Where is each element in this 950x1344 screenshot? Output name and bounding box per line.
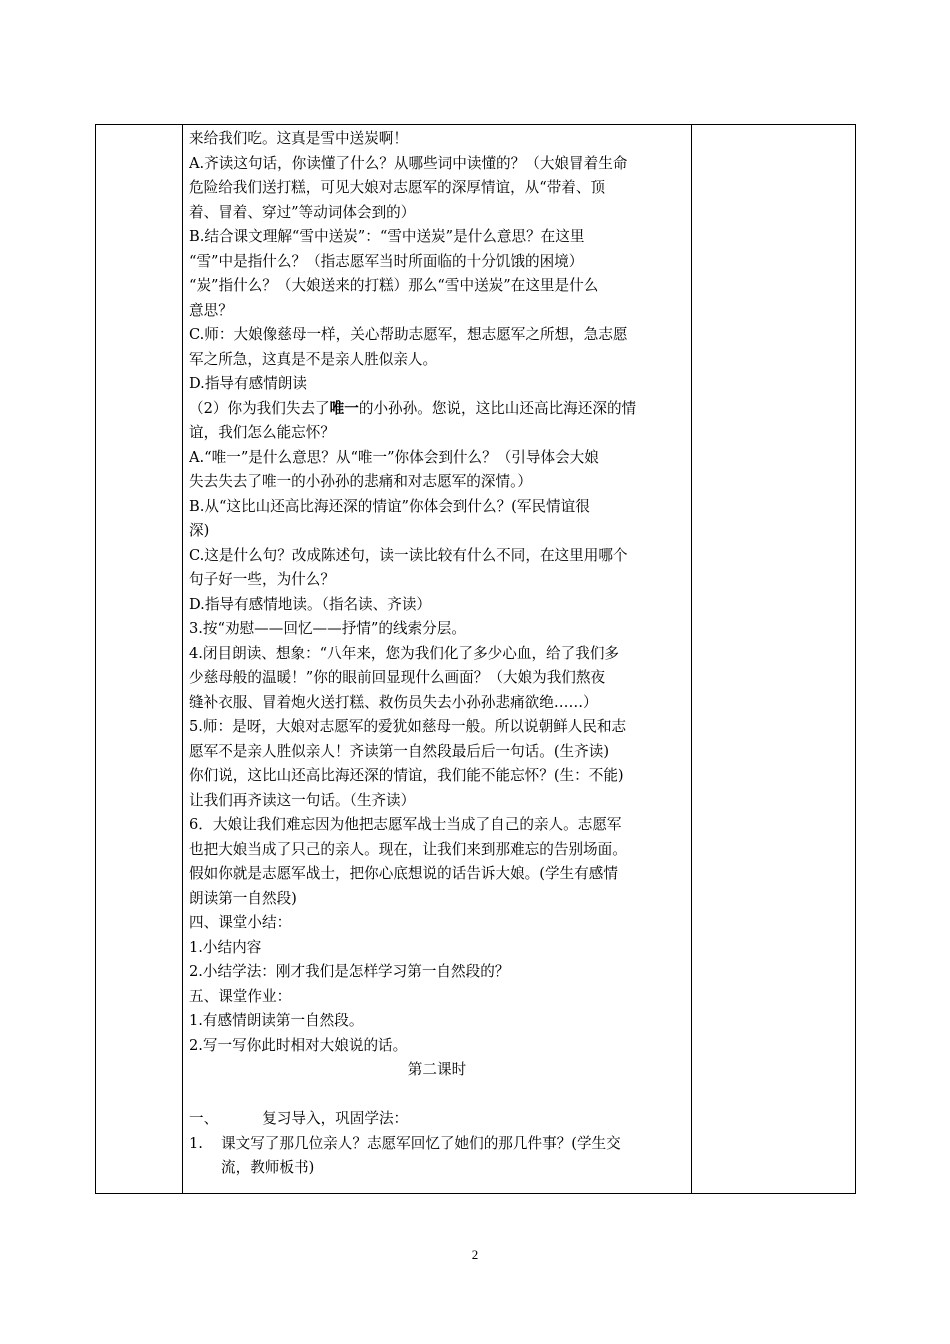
- text-line: 4.闭目朗读、想象：“八年来，您为我们化了多少心血，给了我们多: [189, 644, 620, 662]
- item-number: 1.: [189, 1134, 203, 1152]
- blank-line: [189, 1083, 685, 1108]
- text-segment: （2）你为我们失去了: [189, 399, 330, 417]
- text-line: 句子好一些，为什么？: [189, 571, 335, 588]
- text-line: 让我们再齐读这一句话。（生齐读）: [189, 791, 416, 809]
- text-line: 愿军不是亲人胜似亲人！齐读第一自然段最后后一句话。(生齐读): [189, 742, 610, 760]
- text-line: 也把大娘当成了只己的亲人。现在，让我们来到那难忘的告别场面。: [189, 840, 627, 858]
- text-line: 着、冒着、穿过”等动词体会到的）: [189, 203, 416, 221]
- text-line: 5.师：是呀，大娘对志愿军的爱犹如慈母一般。所以说朝鲜人民和志: [189, 718, 627, 735]
- text-line: 6．大娘让我们难忘因为他把志愿军战士当成了自己的亲人。志愿军: [189, 816, 622, 833]
- text-line: D.指导有感情朗读: [189, 375, 307, 392]
- text-line: C.师：大娘像慈母一样，关心帮助志愿军，想志愿军之所想，急志愿: [189, 326, 628, 343]
- text-line: 失去失去了唯一的小孙孙的悲痛和对志愿军的深情。）: [189, 473, 532, 490]
- text-line: 1.有感情朗读第一自然段。: [189, 1012, 364, 1029]
- text-line: D.指导有感情地读。（指名读、齐读）: [189, 595, 432, 613]
- text-line: C.这是什么句？改成陈述句，读一读比较有什么不同，在这里用哪个: [189, 546, 628, 564]
- text-line: 你们说，这比山还高比海还深的情谊，我们能不能忘怀？(生：不能): [189, 767, 624, 784]
- text-line: 深): [189, 522, 210, 539]
- text-line: 2.小结学法：刚才我们是怎样学习第一自然段的？: [189, 963, 510, 980]
- section-heading: [189, 1107, 685, 1132]
- text-line: 1.小结内容: [189, 938, 262, 956]
- bold-keyword: 唯一: [329, 399, 359, 417]
- text-line: B.结合课文理解“雪中送炭”：“雪中送炭”是什么意思？在这里: [189, 228, 585, 245]
- text-line: B.从“这比山还高比海还深的情谊”你体会到什么？(军民情谊很: [189, 497, 590, 515]
- text-line: A.齐读这句话，你读懂了什么？从哪些词中读懂的？（大娘冒着生命: [189, 154, 628, 172]
- text-line: “炭”指什么？（大娘送来的打糕）那么“雪中送炭”在这里是什么: [189, 277, 599, 294]
- item-text-line: 课文写了那几位亲人？志愿军回忆了她们的那几件事？(学生交: [221, 1134, 621, 1152]
- text-segment: 的小孙孙。您说，这比山还高比海还深的情: [358, 399, 637, 417]
- text-line: 假如你就是志愿军战士，把你心底想说的话告诉大娘。(学生有感情: [189, 865, 618, 882]
- text-line: 朗读第一自然段): [189, 889, 297, 907]
- page-number: 2: [471, 1247, 479, 1262]
- text-line: 少慈母般的温暖！”你的眼前回显现什么画面？（大娘为我们熬夜: [189, 669, 606, 686]
- text-line: 谊，我们怎么能忘怀？: [189, 424, 335, 441]
- text-line: 3.按“劝慰——回忆——抒情”的线索分层。: [189, 620, 466, 637]
- text-line: 军之所急，这真是不是亲人胜似亲人。: [189, 350, 438, 368]
- heading-text: 复习导入，巩固学法：: [262, 1110, 409, 1127]
- heading-number: 一、: [189, 1110, 219, 1127]
- text-line: 危险给我们送打糕，可见大娘对志愿军的深厚情谊，从“带着、顶: [189, 179, 606, 196]
- numbered-item: [189, 1132, 685, 1181]
- lesson-content-cell: [182, 125, 691, 1181]
- text-line: 2.写一写你此时相对大娘说的话。: [189, 1036, 408, 1054]
- text-line: [189, 397, 685, 422]
- text-line: 缝补衣服、冒着炮火送打糕、救伤员失去小孙孙悲痛欲绝……）: [189, 693, 598, 711]
- text-line: 四、课堂小结：: [189, 914, 292, 931]
- column-divider-right: [691, 125, 692, 1193]
- text-line: “雪”中是指什么？（指志愿军当时所面临的十分饥饿的困境）: [189, 252, 584, 270]
- text-line: 意思？: [189, 301, 233, 319]
- text-line: 来给我们吃。这真是雪中送炭啊！: [189, 130, 408, 147]
- text-line: 五、课堂作业：: [189, 987, 292, 1005]
- item-text-line: 流，教师板书): [221, 1159, 315, 1176]
- section-title: 第二课时: [407, 1061, 467, 1078]
- text-line: A.“唯一”是什么意思？从“唯一”你体会到什么？（引导体会大娘: [189, 448, 599, 466]
- lesson-plan-table: [95, 124, 856, 1194]
